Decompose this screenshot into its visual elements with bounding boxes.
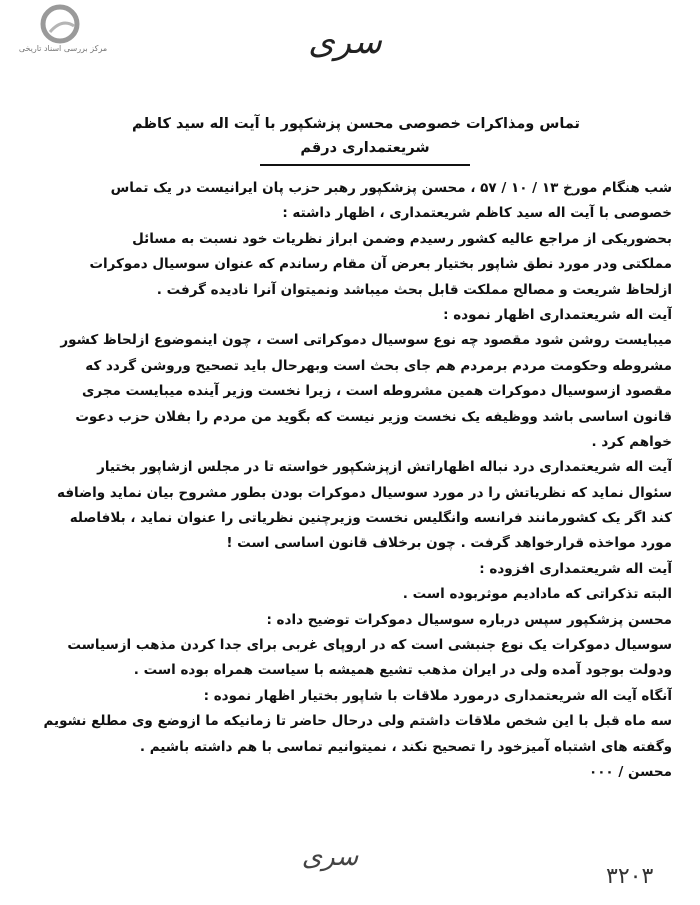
body-line: ازلحاظ شریعت و مصالح مملکت قابل بحث میباشد ونمیتوان آنرا نادیده گرفت . [156,281,672,298]
body-line: سه ماه قبل با این شخص ملاقات داشتم ولی درحال حاضر تا زمانیکه ما ازوضع وی مطلع نشویم [43,713,672,730]
title-line-2: شریعتمداری درقم [300,140,430,156]
secret-stamp-bottom: سری [301,842,359,872]
body-line: خواهم کرد . [591,433,672,450]
body-line: خصوصی با آیت اله سید کاظم شریعتمداری ، اظهار داشته : [282,205,672,222]
body-line: مملکتی ودر مورد نطق شاپور بختیار بعرض آن مقام رساندم که عنوان سوسیال دموکرات [89,256,672,273]
archive-logo-icon [38,4,82,44]
body-line: مشروطه وحکومت مردم برمردم هم جای بحث است وبهرحال باید تصحیح وروشن گردد که [85,357,672,374]
document-body [42,176,672,785]
body-line: آیت اله شریعتمداری افزوده : [479,560,672,577]
body-line: ودولت بوجود آمده ولی در ایران مذهب تشیع همیشه با سیاست همراه بوده است . [133,662,672,679]
body-line: وگفته های اشتباه آمیزخود را تصحیح نکند ، نمیتوانیم تماسی با هم داشته باشیم . [139,738,672,755]
archive-logo [8,4,118,58]
body-line: آیت اله شریعتمداری اظهار نموده : [443,306,672,323]
document-title [132,112,580,166]
page-number: ۳۲۰۳ [606,864,654,889]
title-underline [260,164,470,166]
body-line: بحضوریکی از مراجع عالیه کشور رسیدم وضمن ابراز نظریات خود نسبت به مسائل [132,230,672,247]
body-line: آیت اله شریعتمداری درد نباله اظهاراتش ازپزشکپور خواسته تا در مجلس ازشاپور بختیار [97,459,672,476]
body-line: کند اگر یک کشورمانند فرانسه وانگلیس نخست وزیرچنین نظریاتی را عنوان نماید ، بلافاصله [69,510,672,527]
archive-logo-text: مرکز بررسی اسناد تاریخی [18,44,108,53]
body-line: محسن پزشکپور سپس درباره سوسیال دموکرات توضیح داده : [266,611,672,628]
title-line-1: تماس ومذاکرات خصوصی محسن پزشکپور با آیت اله سید کاظم [132,116,580,132]
body-line: سئوال نماید که نظریاتش را در مورد سوسیال دموکرات بودن بطور مشروح بیان نماید واضافه [57,484,672,501]
body-line: مورد مواخذه قرارخواهد گرفت . چون برخلاف قانون اساسی است ! [226,535,672,552]
secret-stamp-top: سری [308,22,382,62]
body-line: شب هنگام مورخ ۱۳ / ۱۰ / ۵۷ ، محسن پزشکپور رهبر حزب پان ایرانیست در یک تماس [110,180,672,196]
body-line: محسن / ۰۰۰ [588,763,672,780]
body-line: میبایست روشن شود مقصود چه نوع سوسیال دموکراتی است ، چون اینموضوع ازلحاظ کشور [60,332,672,349]
body-line: قانون اساسی باشد ووظیفه یک نخست وزیر نیست که بگوید من مردم را بفلان حزب دعوت [75,408,672,425]
body-line: مقصود ازسوسیال دموکرات همین مشروطه است ، زیرا نخست وزیر آینده میبایست مجری [82,383,672,400]
body-line: البته تذکراتی که مادادیم موثربوده است . [402,586,672,603]
body-line: سوسیال دموکرات یک نوع جنبشی است که در اروپای غربی برای جدا کردن مذهب ازسیاست [67,637,672,654]
body-line: آنگاه آیت اله شریعتمداری درمورد ملاقات با شاپور بختیار اظهار نموده : [203,687,672,704]
